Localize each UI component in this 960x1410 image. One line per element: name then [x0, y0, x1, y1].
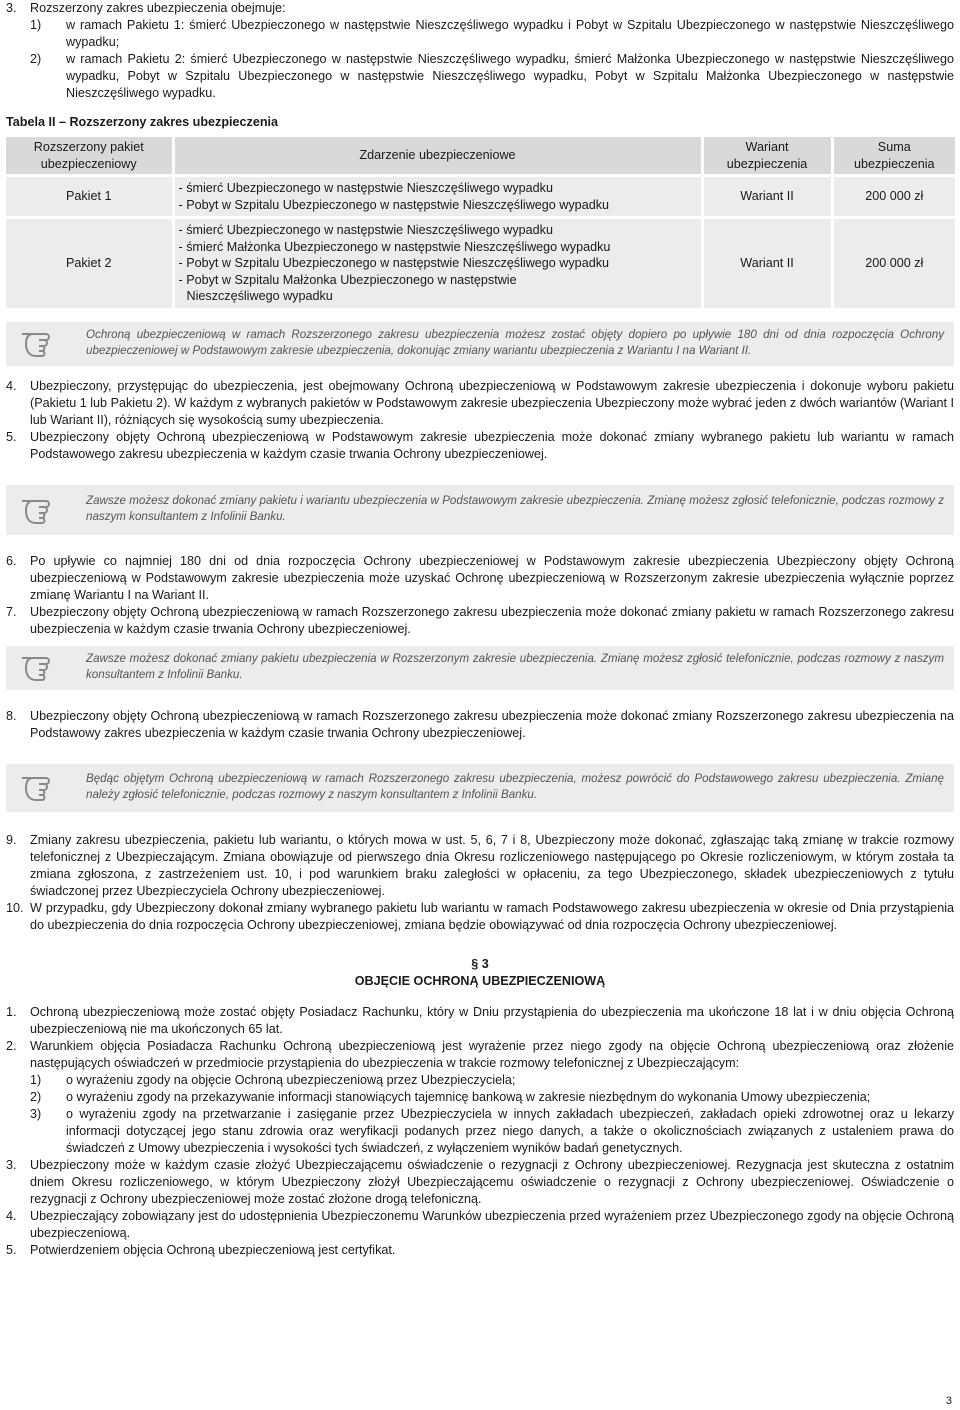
- sub-item: [30, 1089, 954, 1106]
- sub-item: [30, 1106, 954, 1157]
- pointing-hand-icon: [20, 326, 60, 360]
- list-item-6: [0, 553, 954, 604]
- list-item-10: [0, 900, 954, 934]
- section-title: OBJĘCIE OCHRONĄ UBEZPIECZENIOWĄ: [354, 973, 606, 988]
- list-item-7: [0, 604, 954, 638]
- sum-cell: 200 000 zł: [832, 176, 955, 218]
- variant-cell: Wariant II: [702, 218, 832, 308]
- event-cell: [173, 176, 702, 218]
- event-line: - śmierć Małżonka Ubezpieczonego w następstwie Nieszczęśliwego wypadku: [178, 239, 611, 254]
- list-item-8: [0, 708, 954, 742]
- column-header-sum: Suma ubezpieczenia: [832, 137, 955, 176]
- sub-item-text: o wyrażeniu zgody na objęcie Ochroną ubezpieczeniową przez Ubezpieczyciela;: [66, 1072, 516, 1087]
- column-header-variant: Wariant ubezpieczenia: [702, 137, 832, 176]
- item-number: 3.: [6, 1, 17, 15]
- sub-item-number: 2): [30, 52, 42, 66]
- item-number: 2.: [6, 1038, 17, 1053]
- section-item-2: [0, 1038, 954, 1157]
- sub-item: [30, 1072, 954, 1089]
- section-item-1: [0, 1004, 954, 1038]
- section-item-4: [0, 1208, 954, 1242]
- package-cell: Pakiet 2: [6, 218, 173, 308]
- section-item-3: [0, 1157, 954, 1208]
- item-number: 4.: [6, 378, 17, 393]
- variant-cell: Wariant II: [702, 176, 832, 218]
- note-text: Ochroną ubezpieczeniową w ramach Rozszerzonego zakresu ubezpieczenia możesz zostać objęty dopiero po upływie 180 dni od dnia rozpoczęcia Ochrony ubezpieczeniowej w Podstawowym zakresie ubezpieczenia, dokonując zmiany wariantu ubezpieczenia z Wariantu I na Wariant II.: [86, 327, 944, 357]
- item-number: 4.: [6, 1208, 17, 1223]
- page-number: 3: [945, 1395, 952, 1407]
- section-number: § 3: [471, 956, 489, 971]
- item-text: Ubezpieczony objęty Ochroną ubezpieczeniową w ramach Rozszerzonego zakresu ubezpieczenia może dokonać zmiany pakietu w ramach Rozszerzonego zakresu ubezpieczenia w każdym czasie trwania Ochrony ubezpieczeniowej.: [30, 604, 954, 636]
- list-item-9: [0, 832, 954, 900]
- sub-item-number: 1): [30, 18, 42, 32]
- item-number: 10.: [6, 900, 24, 915]
- info-note: [6, 322, 954, 366]
- item-text: Ubezpieczony może w każdym czasie złożyć Ubezpieczającemu oświadczenie o rezygnacji z Ochrony ubezpieczeniowej. Rezygnacja jest skuteczna z ostatnim dniem Okresu rozliczeniowego, w którym Ubezpieczony złożył Ubezpieczającemu oświadczenie o rezygnacji z Ochrony ubezpieczeniowej. Oświadczenie o rezygnacji z Ochrony ubezpieczeniowej może zostać złożone drogą telefoniczną.: [30, 1157, 954, 1206]
- list-item-3: [0, 0, 954, 102]
- item-text: Po upływie co najmniej 180 dni od dnia rozpoczęcia Ochrony ubezpieczeniowej w Podstawowym zakresie ubezpieczenia Ubezpieczony objęty Ochroną ubezpieczeniową w Podstawowym zakresie ubezpieczenia może uzyskać Ochronę ubezpieczeniową w Rozszerzonym zakresie ubezpieczenia wyłącznie poprzez zmianę Wariantu I na Wariant II.: [30, 553, 954, 602]
- item-number: 3.: [6, 1157, 17, 1172]
- sub-item: [30, 17, 954, 51]
- note-text: Zawsze możesz dokonać zmiany pakietu i wariantu ubezpieczenia w Podstawowym zakresie ubezpieczenia. Zmianę możesz zgłosić telefonicznie, podczas rozmowy z naszym konsultantem z Infolinii Banku.: [86, 493, 944, 523]
- sub-item-text: o wyrażeniu zgody na przetwarzanie i zasięganie przez Ubezpieczyciela w innych zakładach ubezpieczeń, zakładach opieki zdrowotnej oraz u lekarzy informacji dotyczącej jego stanu zdrowia oraz weryfikacji podanych przez niego danych, a także o okolicznościach związanych z ustaleniem prawa do świadczeń z Umowy ubezpieczenia i wysokości tych świadczeń, z wyłączeniem wyników badań genetycznych.: [66, 1106, 954, 1155]
- item-number: 5.: [6, 429, 17, 444]
- info-note: [6, 646, 954, 690]
- item-text: Ubezpieczony, przystępując do ubezpieczenia, jest obejmowany Ochroną ubezpieczeniową w Podstawowym zakresie ubezpieczenia i dokonuje wyboru pakietu (Pakietu 1 lub Pakietu 2). W każdym z wybranych pakietów w Podstawowym zakresie ubezpieczenia Ubezpieczony może wybrać jeden z dwóch wariantów (Wariant I lub Wariant II), różniących się wysokością sumy ubezpieczenia.: [30, 378, 954, 427]
- note-text: Będąc objętym Ochroną ubezpieczeniową w ramach Rozszerzonego zakresu ubezpieczenia, możesz powrócić do Podstawowego zakresu ubezpieczenia. Zmianę należy zgłosić telefonicznie, podczas rozmowy z naszym konsultantem z Infolinii Banku.: [86, 771, 944, 801]
- item-text: W przypadku, gdy Ubezpieczony dokonał zmiany wybranego pakietu lub wariantu w ramach Podstawowego zakresu ubezpieczenia w okresie od Dnia przystąpienia do ubezpieczenia do dnia rozpoczęcia Ochrony ubezpieczeniowej, zmiana będzie obowiązywać od dnia rozpoczęcia Ochrony ubezpieczeniowej.: [30, 900, 954, 932]
- item-number: 9.: [6, 832, 17, 847]
- item-text: Potwierdzeniem objęcia Ochroną ubezpieczeniową jest certyfikat.: [30, 1242, 396, 1257]
- item-number: 1.: [6, 1004, 17, 1019]
- item-text: Zmiany zakresu ubezpieczenia, pakietu lub wariantu, o których mowa w ust. 5, 6, 7 i 8, Ubezpieczony może dokonać, zgłaszając taką zmianę w trakcie rozmowy telefonicznej z Ubezpieczającym. Zmiana obowiązuje od pierwszego dnia Okresu rozliczeniowego następującego po Okresie rozliczeniowym, w którym została ta zmiana zgłoszona, z zastrzeżeniem ust. 10, i pod warunkiem braku zaległości w opłaceniu, za tego Ubezpieczonego, składek ubezpieczeniowych z tytułu świadczonej przez Ubezpieczyciela Ochrony ubezpieczeniowej.: [30, 832, 954, 898]
- sub-item-text: w ramach Pakietu 2: śmierć Ubezpieczonego w następstwie Nieszczęśliwego wypadku, śmierć Małżonka Ubezpieczonego w następstwie Nieszczęśliwego wypadku, Pobyt w Szpitalu Ubezpieczonego w następstwie Nieszczęśliwego wypadku, Pobyt w Szpitalu Małżonka Ubezpieczonego w następstwie Nieszczęśliwego wypadku.: [66, 52, 954, 100]
- event-cell: [173, 218, 702, 308]
- item-text: Ochroną ubezpieczeniową może zostać objęty Posiadacz Rachunku, który w Dniu przystąpienia do ubezpieczenia ma ukończone 18 lat i w dniu objęcia Ochroną ubezpieczeniową nie ma ukończonych 65 lat.: [30, 1004, 954, 1036]
- column-header-event: Zdarzenie ubezpieczeniowe: [173, 137, 702, 176]
- item-text: Ubezpieczony objęty Ochroną ubezpieczeniową w ramach Rozszerzonego zakresu ubezpieczenia może dokonać zmiany Rozszerzonego zakresu ubezpieczenia na Podstawowy zakres ubezpieczenia w każdym czasie trwania Ochrony ubezpieczeniowej.: [30, 708, 954, 740]
- event-line: - śmierć Ubezpieczonego w następstwie Nieszczęśliwego wypadku: [178, 181, 553, 195]
- item-number: 5.: [6, 1242, 17, 1257]
- section-item-5: [0, 1242, 954, 1259]
- sub-item: [30, 51, 954, 102]
- package-cell: Pakiet 1: [6, 176, 173, 218]
- sub-item-text: o wyrażeniu zgody na przekazywanie informacji stanowiących tajemnicę bankową w zakresie niezbędnym do wykonania Umowy ubezpieczenia;: [66, 1089, 871, 1104]
- table-row: [6, 218, 955, 308]
- event-line: - Pobyt w Szpitalu Małżonka Ubezpieczonego w następstwie Nieszczęśliwego wypadku: [178, 272, 517, 303]
- pointing-hand-icon: [20, 493, 60, 527]
- table-row: [6, 176, 955, 218]
- list-item-5: [0, 429, 954, 463]
- sum-cell: 200 000 zł: [832, 218, 955, 308]
- item-number: 7.: [6, 604, 17, 619]
- event-line: - śmierć Ubezpieczonego w następstwie Nieszczęśliwego wypadku: [178, 223, 553, 237]
- coverage-table: [6, 137, 955, 308]
- item-number: 8.: [6, 708, 17, 723]
- item-text: Warunkiem objęcia Posiadacza Rachunku Ochroną ubezpieczeniową jest wyrażenie przez niego zgody na objęcie Ochroną ubezpieczeniową oraz złożenie następujących oświadczeń w przedmiocie przystąpienia do ubezpieczenia w trakcie rozmowy telefonicznej z Ubezpieczającym:: [30, 1038, 954, 1070]
- item-text: Ubezpieczający zobowiązany jest do udostępnienia Ubezpieczonemu Warunków ubezpieczenia przed wyrażeniem przez Ubezpieczonego zgody na objęcie Ochroną ubezpieczeniową.: [30, 1208, 954, 1240]
- sub-item-number: 1): [30, 1072, 42, 1087]
- table-header-row: [6, 137, 955, 176]
- item-number: 6.: [6, 553, 17, 568]
- info-note: [6, 764, 954, 812]
- event-line: - Pobyt w Szpitalu Ubezpieczonego w następstwie Nieszczęśliwego wypadku: [178, 256, 609, 270]
- section-heading: [0, 956, 960, 990]
- note-text: Zawsze możesz dokonać zmiany pakietu ubezpieczenia w Rozszerzonym zakresie ubezpieczenia. Zmianę możesz zgłosić telefonicznie, podczas rozmowy z naszym konsultantem z Infolinii Banku.: [86, 651, 944, 681]
- list-item-4: [0, 378, 954, 429]
- sub-item-number: 2): [30, 1089, 42, 1104]
- pointing-hand-icon: [20, 770, 60, 804]
- item-text: Ubezpieczony objęty Ochroną ubezpieczeniową w Podstawowym zakresie ubezpieczenia może dokonać zmiany wybranego pakietu lub wariantu w ramach Podstawowego zakresu ubezpieczenia w każdym czasie trwania Ochrony ubezpieczeniowej.: [30, 429, 954, 461]
- sub-item-text: w ramach Pakietu 1: śmierć Ubezpieczonego w następstwie Nieszczęśliwego wypadku i Pobyt w Szpitalu Ubezpieczonego w następstwie Nieszczęśliwego wypadku;: [66, 18, 954, 49]
- column-header-package: Rozszerzony pakiet ubezpieczeniowy: [6, 137, 173, 176]
- event-line: - Pobyt w Szpitalu Ubezpieczonego w następstwie Nieszczęśliwego wypadku: [178, 197, 609, 212]
- sub-item-number: 3): [30, 1106, 42, 1121]
- pointing-hand-icon: [20, 650, 60, 684]
- info-note: [6, 485, 954, 535]
- item-text: Rozszerzony zakres ubezpieczenia obejmuje:: [30, 1, 286, 15]
- table-title: Tabela II – Rozszerzony zakres ubezpieczenia: [6, 115, 279, 129]
